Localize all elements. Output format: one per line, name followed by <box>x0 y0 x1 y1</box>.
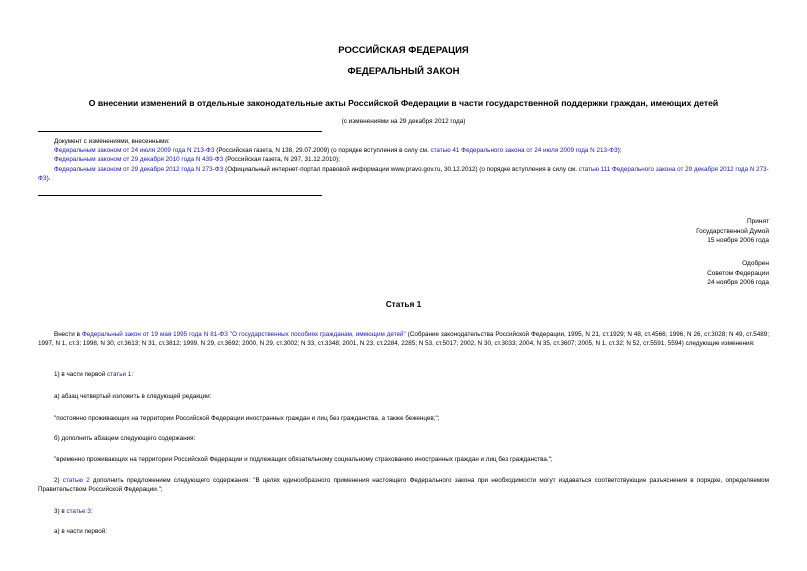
adoption-duma-block <box>696 217 769 246</box>
approval-council-block <box>707 259 769 288</box>
note-1-law-link[interactable]: Федеральным законом от 24 июля 2009 года N 213-ФЗ <box>54 147 215 155</box>
approval-council-body: Советом Федерации <box>707 269 769 277</box>
item-1-link[interactable]: статьи 1 <box>106 371 132 378</box>
approval-council-status: Одобрен <box>742 260 769 267</box>
notes-intro: Документ с изменениями, внесенными: <box>54 138 170 145</box>
notes-top-divider <box>38 131 322 132</box>
article-intro-paragraph <box>38 330 769 349</box>
item-1-post: : <box>131 371 133 378</box>
note-item-3 <box>38 165 773 183</box>
country-heading: РОССИЙСКАЯ ФЕДЕРАЦИЯ <box>338 45 469 56</box>
item-3-link[interactable]: статье 3 <box>66 508 91 515</box>
note-item-2 <box>38 155 773 164</box>
adoption-duma-date: 15 ноября 2006 года <box>707 237 769 245</box>
intro-post: (Собрание законодательства Российской Федерации, 1995, N 21, ст.1929; N 48, ст.4566; 1996, N 26, ст.3028; N 49, ст.5489; 1997, N 1, ст.3; 1998, N 30, ст.3613; N 31, ст.3812; 1999, N 29, ст.3692; 2000, N 29, ст.3002; N 33, ст.3348; 2001, N 23, ст.2284, 2285; N 53, ст.5017; 2002, N 30, ст.3033; 2004, N 35, ст.3607; 2005, N 1, ст.32; N 52, ст.5591, 5594) следующие изменения: <box>38 331 769 348</box>
note-3-law-link[interactable]: Федеральным законом от 29 декабря 2012 года N 273-ФЗ <box>54 165 224 173</box>
item-3 <box>54 507 769 516</box>
item-1a-quote: "постоянно проживающих на территории Российской Федерации иностранных граждан и лиц без гражданства, а также беженцев;"; <box>54 415 440 422</box>
approval-council-date: 24 ноября 2006 года <box>707 279 769 287</box>
law-type-heading: ФЕДЕРАЛЬНЫЙ ЗАКОН <box>347 66 460 77</box>
note-item-1 <box>38 146 773 155</box>
note-3-article-link[interactable]: статью 111 Федерального закона от 29 декабря 2012 года N 273-ФЗ <box>38 165 769 182</box>
item-2-link[interactable]: статью 2 <box>62 477 90 484</box>
item-2-post: дополнить предложением следующего содержания: "В целях единообразного применения настоящего Федерального закона при необходимости могут издаваться соответствующие разъяснения в порядке, определяемом Правительством Российской Федерации."; <box>38 477 769 494</box>
item-1b-quote: "временно проживающих на территории Российской Федерации и подлежащих обязательному социальному страхованию иностранных граждан и лиц без гражданства."; <box>54 456 553 463</box>
item-1a: а) абзац четвертый изложить в следующей редакции: <box>54 393 212 400</box>
adoption-duma-status: Принят <box>746 218 769 225</box>
intro-pre: Внести в <box>54 331 82 338</box>
note-3-end: ). <box>46 174 51 182</box>
item-3-post: : <box>90 508 93 515</box>
note-2-text: (Российская газета, N 297, 31.12.2010); <box>223 156 340 164</box>
note-1-end: ); <box>617 147 622 155</box>
adoption-duma-body: Государственной Думой <box>696 227 769 235</box>
item-1b: б) дополнить абзацем следующего содержания: <box>54 435 196 442</box>
notes-bottom-divider <box>38 195 322 196</box>
note-1-article-link[interactable]: статью 41 Федерального закона от 24 июля 2009 года N 213-ФЗ <box>430 147 618 155</box>
amendments-notes <box>38 137 773 183</box>
item-2 <box>38 476 769 495</box>
item-3-pre: 3) в <box>54 508 67 515</box>
item-1 <box>54 370 769 379</box>
note-3-text: (Официальный интернет-портал правовой информации www.pravo.gov.ru, 30.12.2012) (о порядке вступления в силу см. <box>223 165 579 173</box>
note-1-text: (Российская газета, N 138, 29.07.2009) (о порядке вступления в силу см. <box>214 147 431 155</box>
law-title: О внесении изменений в отдельные законодательные акты Российской Федерации в части государственной поддержки граждан, имеющих детей <box>88 98 719 108</box>
item-1-pre: 1) в части первой <box>54 371 107 378</box>
note-2-law-link[interactable]: Федеральным законом от 29 декабря 2010 года N 439-ФЗ <box>54 156 224 164</box>
amendment-note: (с изменениями на 29 декабря 2012 года) <box>341 118 466 125</box>
article-heading: Статья 1 <box>385 299 422 309</box>
item-2-pre: 2) <box>54 477 63 484</box>
intro-law-link[interactable]: Федеральный закон от 19 мая 1995 года N 81-ФЗ "О государственных пособиях гражданам, имеющим детей" <box>81 331 406 338</box>
item-3a: а) в части первой: <box>54 528 107 535</box>
